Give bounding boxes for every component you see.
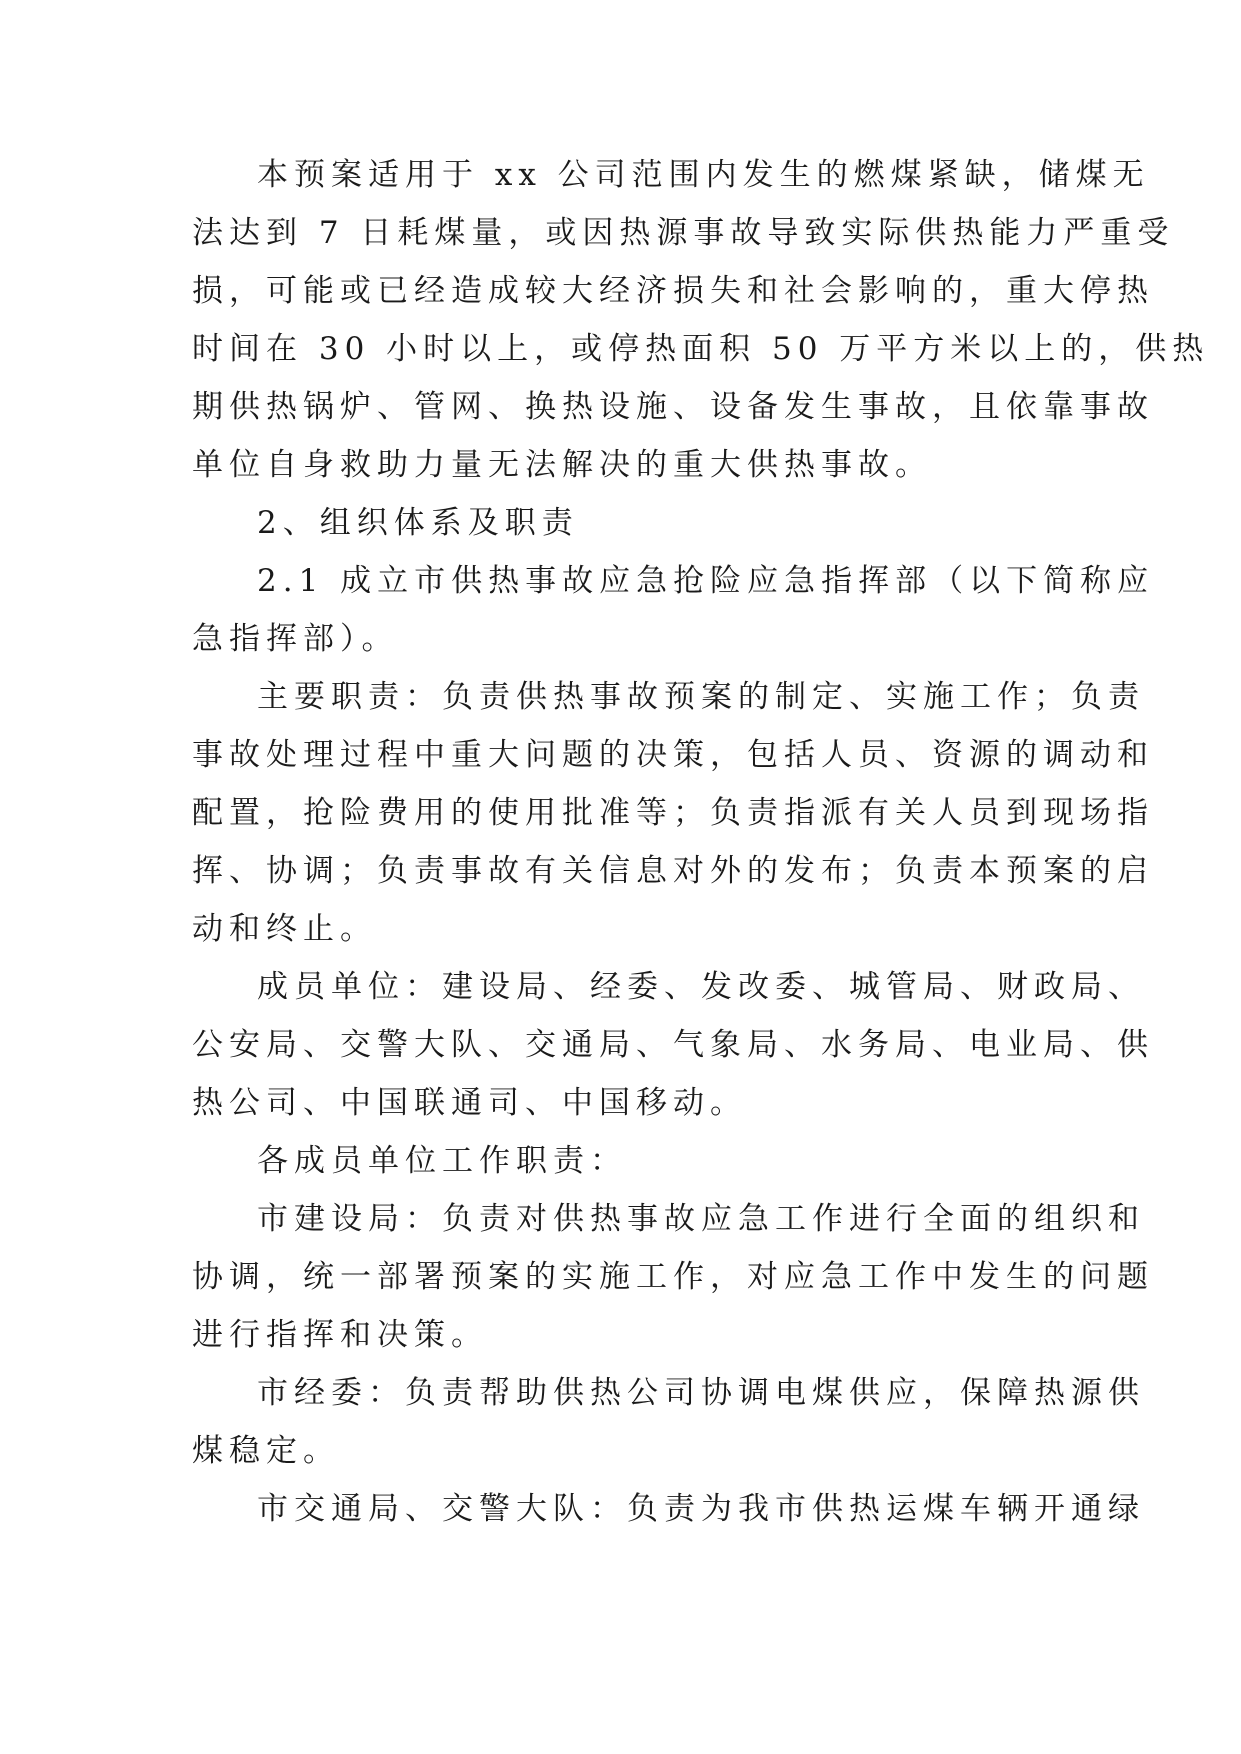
text-line: 各成员单位工作职责：: [257, 1143, 627, 1179]
text-line: 公安局、交警大队、交通局、气象局、水务局、电业局、供: [192, 1027, 1154, 1063]
text-line: 配置，抢险费用的使用批准等；负责指派有关人员到现场指: [192, 795, 1154, 831]
section-heading: 2、组织体系及职责: [257, 505, 579, 541]
text-line: 主要职责：负责供热事故预案的制定、实施工作；负责: [257, 679, 1145, 715]
text-line: 市经委：负责帮助供热公司协调电煤供应，保障热源供: [257, 1375, 1145, 1411]
text-line: 动和终止。: [192, 911, 377, 947]
text-line: 法达到 7 日耗煤量，或因热源事故导致实际供热能力严重受: [192, 215, 1175, 251]
text-line: 时间在 30 小时以上，或停热面积 50 万平方米以上的，供热: [192, 331, 1210, 367]
text-line: 挥、协调；负责事故有关信息对外的发布；负责本预案的启: [192, 853, 1154, 889]
text-line: 事故处理过程中重大问题的决策，包括人员、资源的调动和: [192, 737, 1154, 773]
text-line: 煤稳定。: [192, 1433, 340, 1469]
text-line: 本预案适用于 xx 公司范围内发生的燃煤紧缺，储煤无: [257, 157, 1150, 193]
subsection-heading: 2.1 成立市供热事故应急抢险应急指挥部（以下简称应: [257, 563, 1155, 599]
text-line: 市建设局：负责对供热事故应急工作进行全面的组织和: [257, 1201, 1145, 1237]
text-line: 市交通局、交警大队：负责为我市供热运煤车辆开通绿: [257, 1491, 1145, 1527]
text-line: 急指挥部）。: [192, 621, 399, 657]
text-line: 协调，统一部署预案的实施工作，对应急工作中发生的问题: [192, 1259, 1154, 1295]
text-line: 单位自身救助力量无法解决的重大供热事故。: [192, 447, 932, 483]
text-line: 损，可能或已经造成较大经济损失和社会影响的，重大停热: [192, 273, 1154, 309]
text-line: 进行指挥和决策。: [192, 1317, 488, 1353]
text-line: 成员单位：建设局、经委、发改委、城管局、财政局、: [257, 969, 1145, 1005]
text-line: 期供热锅炉、管网、换热设施、设备发生事故，且依靠事故: [192, 389, 1154, 425]
text-line: 热公司、中国联通司、中国移动。: [192, 1085, 747, 1121]
